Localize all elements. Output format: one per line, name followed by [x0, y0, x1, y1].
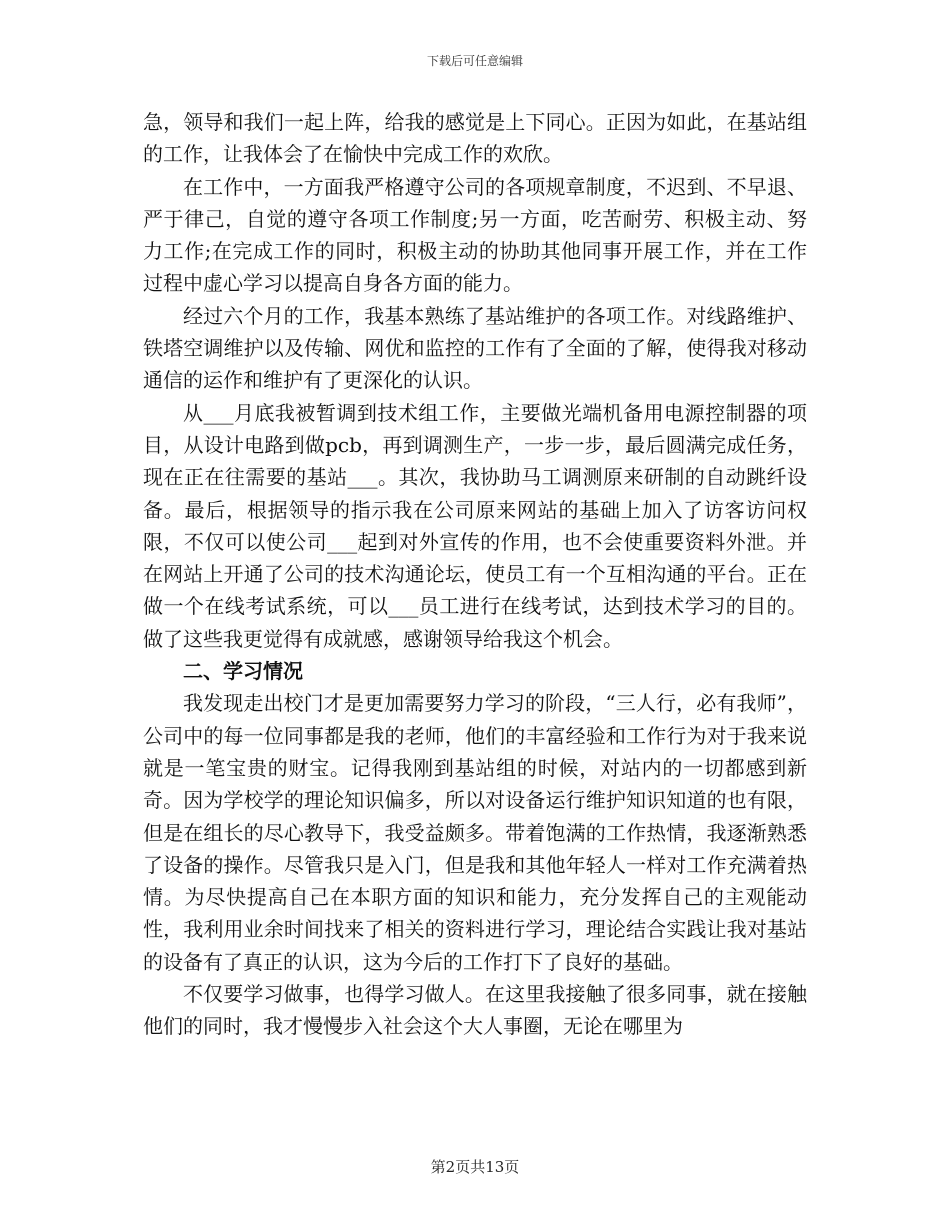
- page-footer: 第2页共13页: [430, 1158, 520, 1176]
- paragraph-work-discipline: 在工作中，一方面我严格遵守公司的各项规章制度，不迟到、不早退、严于律己，自觉的遵守各项工作制度;另一方面，吃苦耐劳、积极主动、努力工作;在完成工作的同时，积极主动的协助其他同事开展工作，并在工作过程中虚心学习以提高自身各方面的能力。: [143, 174, 807, 296]
- page-header: 下载后可任意编辑: [426, 54, 523, 68]
- paragraph-be-a-person: 不仅要学习做事，也得学习做人。在这里我接触了很多同事，就在接触他们的同时，我才慢慢步入社会这个大人事圈，无论在哪里为: [143, 982, 807, 1039]
- paragraph-technical-group: 从___月底我被暂调到技术组工作，主要做光端机备用电源控制器的项目，从设计电路到做pcb，再到调测生产，一步一步，最后圆满完成任务，现在正在往需要的基站___。其次，我协助马工调测原来研制的自动跳纤设备。最后，根据领导的指示我在公司原来网站的基础上加入了访客访问权限，不仅可以使公司___起到对外宣传的作用，也不会使重要资料外泄。并在网站上开通了公司的技术沟通论坛，使员工有一个互相沟通的平台。正在做一个在线考试系统，可以___员工进行在线考试，达到技术学习的目的。做了这些我更觉得有成就感，感谢领导给我这个机会。: [143, 400, 807, 651]
- document-body: [143, 106, 807, 1043]
- paragraph-six-months: 经过六个月的工作，我基本熟练了基站维护的各项工作。对线路维护、铁塔空调维护以及传输、网优和监控的工作有了全面的了解，使得我对移动通信的运作和维护有了更深化的认识。: [143, 303, 807, 393]
- section-heading-study: 二、学习情况: [183, 659, 303, 684]
- paragraph-continued: 急，领导和我们一起上阵，给我的感觉是上下同心。正因为如此，在基站组的工作，让我体会了在愉快中完成工作的欢欣。: [143, 110, 807, 167]
- paragraph-learning: 我发现走出校门才是更加需要努力学习的阶段，“三人行，必有我师”，公司中的每一位同事都是我的老师，他们的丰富经验和工作行为对于我来说就是一笔宝贵的财宝。记得我刚到基站组的时候，对站内的一切都感到新奇。因为学校学的理论知识偏多，所以对设备运行维护知识知道的也有限，但是在组长的尽心教导下，我受益颇多。带着饱满的工作热情，我逐渐熟悉了设备的操作。尽管我只是入门，但是我和其他年轻人一样对工作充满着热情。为尽快提高自己在本职方面的知识和能力，充分发挥自己的主观能动性，我利用业余时间找来了相关的资料进行学习，理论结合实践让我对基站的设备有了真正的认识，这为今后的工作打下了良好的基础。: [143, 691, 807, 974]
